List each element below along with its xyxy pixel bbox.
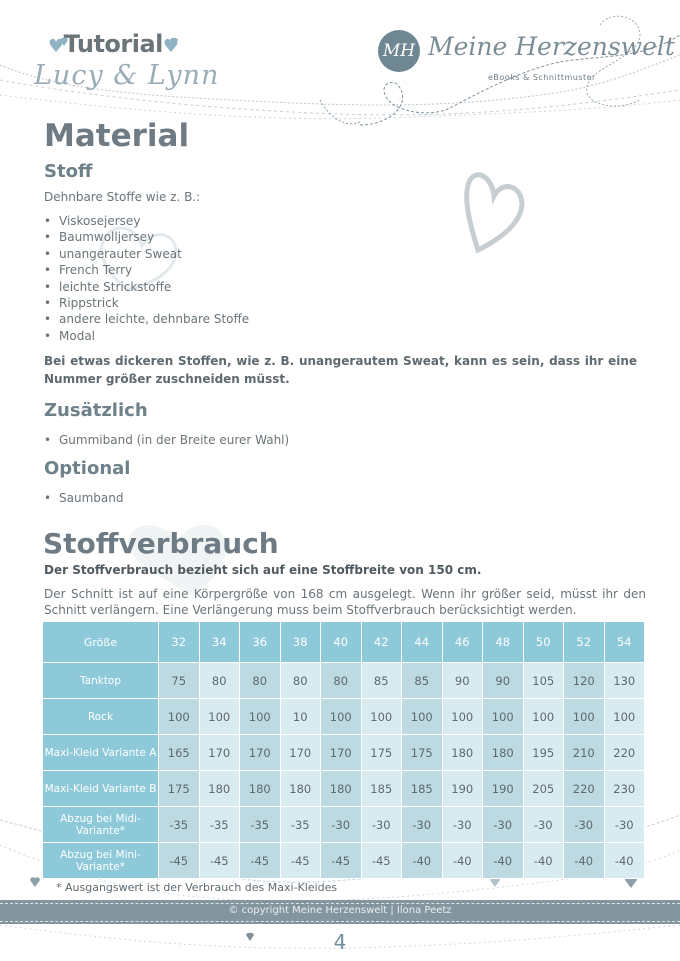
fabric-list (44, 213, 249, 344)
material-title: Material (44, 118, 190, 154)
table-cell: 100 (361, 699, 402, 735)
table-cell: 230 (604, 771, 645, 807)
table-cell: 100 (321, 699, 362, 735)
row-label: Maxi-Kleid Variante A (43, 735, 159, 771)
table-cell: 100 (523, 699, 564, 735)
brand-logo (378, 26, 675, 90)
size-header: 36 (240, 622, 281, 663)
table-row (43, 807, 645, 843)
usage-description: Der Schnitt ist auf eine Körpergröße von 168 cm ausgelegt. Wenn ihr größer seid, müsst ihr den Schnitt verlängern. Eine Verlängerung muss beim Stoffverbrauch berücksichtigt werden. (44, 587, 646, 617)
table-cell: -30 (564, 807, 605, 843)
table-cell: -35 (199, 807, 240, 843)
table-header-row (43, 622, 645, 663)
table-cell: 105 (523, 663, 564, 699)
table-cell: -35 (280, 807, 321, 843)
list-item: • Modal (44, 328, 249, 344)
table-row (43, 663, 645, 699)
brand-monogram: MH (378, 30, 420, 72)
table-cell: 130 (604, 663, 645, 699)
list-item: • leichte Strickstoffe (44, 279, 249, 295)
size-header: 42 (361, 622, 402, 663)
table-cell: -40 (402, 843, 443, 879)
table-cell: 100 (199, 699, 240, 735)
page-number: 4 (333, 930, 347, 954)
table-cell: 175 (361, 735, 402, 771)
table-cell: 85 (402, 663, 443, 699)
table-cell: 205 (523, 771, 564, 807)
table-cell: 165 (159, 735, 200, 771)
table-cell: 80 (280, 663, 321, 699)
table-cell: -40 (604, 843, 645, 879)
table-cell: 10 (280, 699, 321, 735)
size-header: 44 (402, 622, 443, 663)
table-cell: 180 (321, 771, 362, 807)
table-cell: 75 (159, 663, 200, 699)
table-cell: 170 (280, 735, 321, 771)
usage-title: Stoffverbrauch (43, 527, 279, 560)
table-cell: -45 (321, 843, 362, 879)
list-item: • unangerauter Sweat (44, 246, 249, 262)
table-cell: -40 (483, 843, 524, 879)
optional-list (44, 490, 123, 506)
table-cell: -30 (523, 807, 564, 843)
table-cell: 80 (321, 663, 362, 699)
table-cell: -45 (199, 843, 240, 879)
table-cell: 180 (199, 771, 240, 807)
table-cell: -45 (280, 843, 321, 879)
size-header: 46 (442, 622, 483, 663)
table-cell: 170 (240, 735, 281, 771)
table-cell: -30 (402, 807, 443, 843)
additional-list (44, 432, 289, 448)
table-cell: 100 (564, 699, 605, 735)
table-row (43, 735, 645, 771)
table-cell: -35 (240, 807, 281, 843)
footer-copyright (0, 905, 680, 916)
row-label: Abzug bei Mini-Variante* (43, 843, 159, 879)
fabric-usage-table (42, 621, 645, 879)
table-cell: 175 (402, 735, 443, 771)
fabric-note: Bei etwas dickeren Stoffen, wie z. B. unangerautem Sweat, kann es sein, dass ihr eine Nummer größer zuschneiden müsst. (44, 354, 637, 386)
size-header: 52 (564, 622, 605, 663)
size-header: 38 (280, 622, 321, 663)
table-cell: -35 (159, 807, 200, 843)
optional-heading: Optional (44, 458, 131, 479)
table-cell: 90 (442, 663, 483, 699)
size-header: 40 (321, 622, 362, 663)
table-row (43, 771, 645, 807)
list-item: • Viskosejersey (44, 213, 249, 229)
footer-stitch-bottom (0, 921, 680, 922)
table-cell: -40 (564, 843, 605, 879)
table-cell: 190 (483, 771, 524, 807)
brand-name: Meine Herzenswelt (428, 32, 675, 61)
row-label: Rock (43, 699, 159, 735)
table-cell: 100 (240, 699, 281, 735)
table-cell: 220 (604, 735, 645, 771)
table-cell: -45 (361, 843, 402, 879)
row-label: Maxi-Kleid Variante B (43, 771, 159, 807)
table-cell: 195 (523, 735, 564, 771)
list-item: • andere leichte, dehnbare Stoffe (44, 311, 249, 327)
table-cell: 210 (564, 735, 605, 771)
table-cell: 185 (402, 771, 443, 807)
table-cell: 170 (199, 735, 240, 771)
table-row (43, 699, 645, 735)
size-header: 32 (159, 622, 200, 663)
table-cell: -30 (321, 807, 362, 843)
table-cell: 100 (442, 699, 483, 735)
table-cell: 80 (240, 663, 281, 699)
copyright-icon: © (228, 905, 239, 916)
tutorial-label: ♥Tutorial♥ (48, 30, 179, 58)
fabric-intro: Dehnbare Stoffe wie z. B.: (44, 190, 201, 204)
table-cell: -45 (159, 843, 200, 879)
brand-tagline: eBooks & Schnittmuster (488, 73, 596, 82)
table-cell: -30 (483, 807, 524, 843)
fabric-heading: Stoff (44, 161, 93, 182)
table-cell: 80 (199, 663, 240, 699)
table-cell: -40 (523, 843, 564, 879)
row-label: Abzug bei Midi-Variante* (43, 807, 159, 843)
list-item: • Saumband (44, 490, 123, 506)
table-cell: 220 (564, 771, 605, 807)
size-header: 50 (523, 622, 564, 663)
table-cell: -40 (442, 843, 483, 879)
size-header: 54 (604, 622, 645, 663)
table-cell: 100 (402, 699, 443, 735)
table-cell: 100 (483, 699, 524, 735)
usage-footnote: * Ausgangswert ist der Verbrauch des Maxi-Kleides (56, 881, 338, 894)
copyright-text: copyright Meine Herzenswelt | Ilona Peetz (241, 905, 452, 916)
table-cell: 175 (159, 771, 200, 807)
pattern-name: Lucy & Lynn (34, 60, 220, 91)
table-cell: 185 (361, 771, 402, 807)
table-row (43, 843, 645, 879)
footer-stitch-top (0, 903, 680, 904)
list-item: • Rippstrick (44, 295, 249, 311)
additional-heading: Zusätzlich (44, 400, 148, 421)
table-cell: 85 (361, 663, 402, 699)
table-cell: 180 (240, 771, 281, 807)
table-cell: 180 (483, 735, 524, 771)
table-cell: 120 (564, 663, 605, 699)
list-item: • Gummiband (in der Breite eurer Wahl) (44, 432, 289, 448)
size-header: 48 (483, 622, 524, 663)
table-cell: 180 (280, 771, 321, 807)
table-cell: -45 (240, 843, 281, 879)
table-cell: 170 (321, 735, 362, 771)
table-cell: 90 (483, 663, 524, 699)
row-label: Tanktop (43, 663, 159, 699)
list-item: • Baumwolljersey (44, 229, 249, 245)
list-item: • French Terry (44, 262, 249, 278)
table-cell: -30 (604, 807, 645, 843)
size-header: 34 (199, 622, 240, 663)
table-cell: 190 (442, 771, 483, 807)
table-cell: 180 (442, 735, 483, 771)
table-cell: 100 (604, 699, 645, 735)
usage-subtitle: Der Stoffverbrauch bezieht sich auf eine Stoffbreite von 150 cm. (44, 563, 482, 577)
table-cell: 100 (159, 699, 200, 735)
table-cell: -30 (442, 807, 483, 843)
size-header-label: Größe (43, 622, 159, 663)
table-cell: -30 (361, 807, 402, 843)
